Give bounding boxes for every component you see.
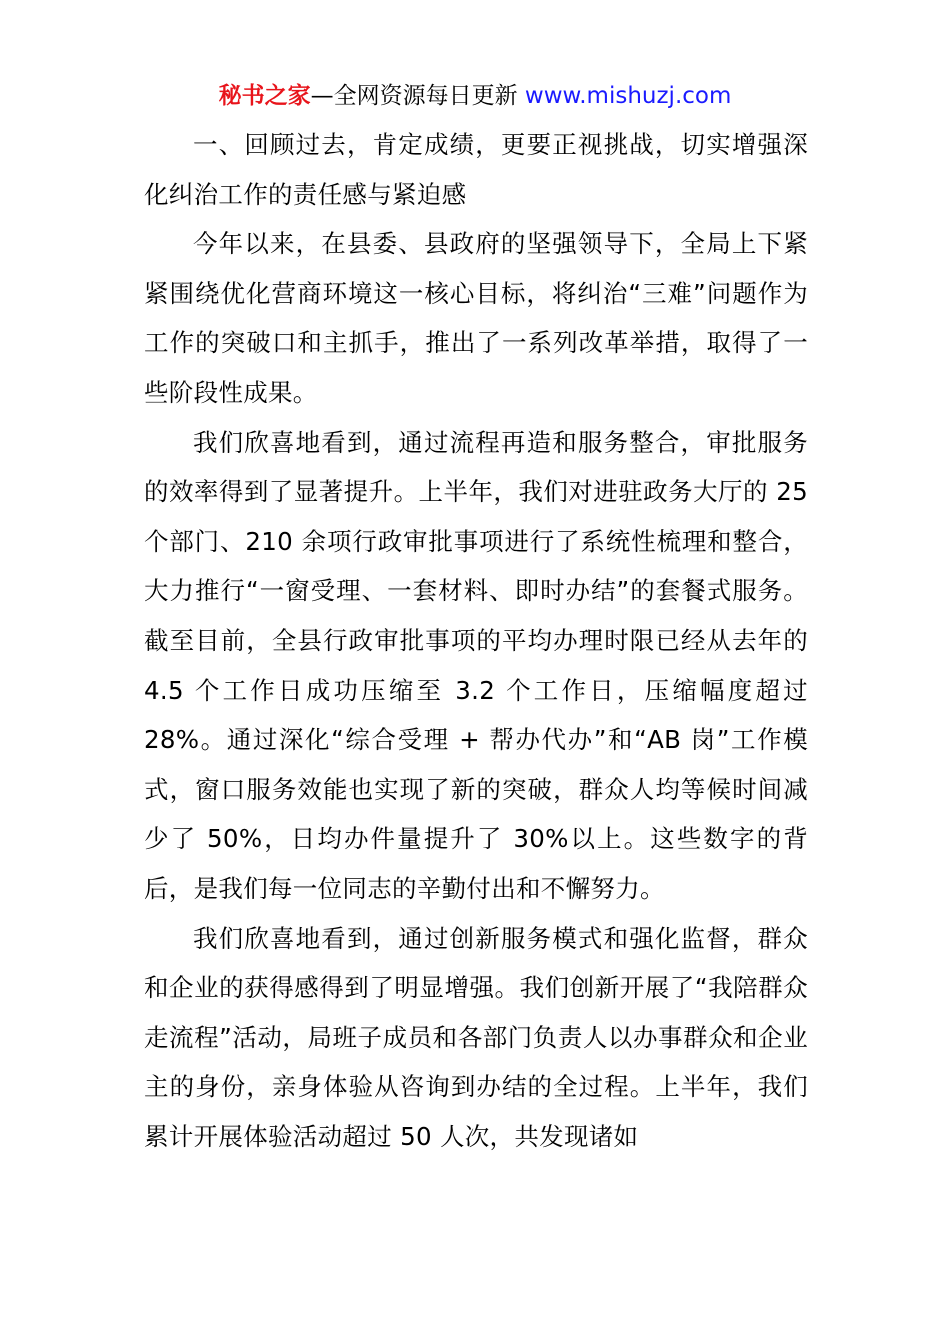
brand-name: 秘书之家 [218, 83, 311, 109]
page-header [0, 80, 950, 112]
header-tagline: —全网资源每日更新 [310, 83, 518, 109]
site-link[interactable]: www.mishuzj.com [524, 83, 732, 109]
section-heading: 一、回顾过去，肯定成绩，更要正视挑战，切实增强深化纠治工作的责任感与紧迫感 [144, 130, 808, 209]
body-paragraph: 我们欣喜地看到，通过创新服务模式和强化监督，群众和企业的获得感得到了明显增强。我们创新开展了“我陪群众走流程”活动，局班子成员和各部门负责人以办事群众和企业主的身份，亲身体验从咨询到办结的全过程。上半年，我们累计开展体验活动超过 50 人次，共发现诸如 [144, 923, 808, 1151]
body-paragraph: 今年以来，在县委、县政府的坚强领导下，全局上下紧紧围绕优化营商环境这一核心目标，将纠治“三难”问题作为工作的突破口和主抓手，推出了一系列改革举措，取得了一些阶段性成果。 [144, 229, 808, 407]
body-paragraph: 我们欣喜地看到，通过流程再造和服务整合，审批服务的效率得到了显著提升。上半年，我们对进驻政务大厅的 25 个部门、210 余项行政审批事项进行了系统性梳理和整合，大力推行“一窗受理、一套材料、即时办结”的套餐式服务。截至目前，全县行政审批事项的平均办理时限已经从去年的 4.5 个工作日成功压缩至 3.2 个工作日，压缩幅度超过 28%。通过深化“综合受理 + 帮办代办”和“AB 岗”工作模式，窗口服务效能也实现了新的突破，群众人均等候时间减少了 50%，日均办件量提升了 30%以上。这些数字的背后，是我们每一位同志的辛勤付出和不懈努力。 [144, 427, 808, 903]
document-body [144, 120, 808, 1161]
